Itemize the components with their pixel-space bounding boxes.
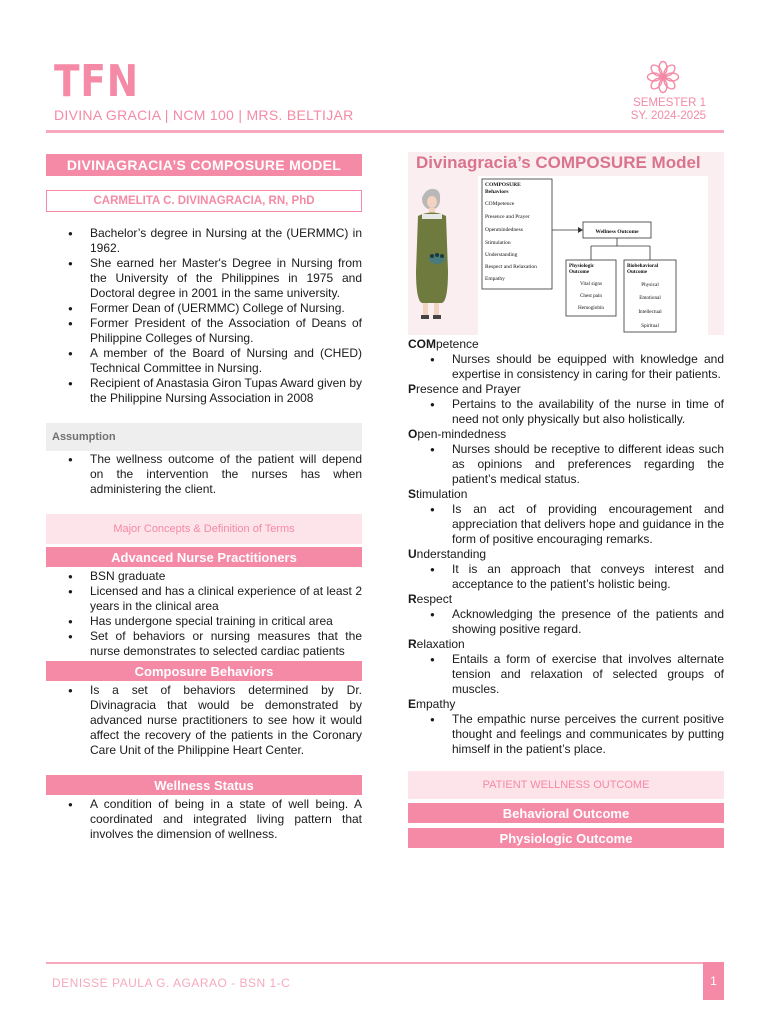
- list-item: ● It is an approach that conveys interest and acceptance to the patient’s holistic being.: [408, 562, 724, 592]
- physiologic-item: Chest pain: [579, 293, 603, 299]
- assumption-list: [46, 452, 362, 497]
- list-item: ● Former President of the Association of Deans of Philippine Colleges of Nursing.: [46, 316, 362, 346]
- term-heading: Presence and Prayer: [408, 382, 521, 396]
- behavior-item: Understanding: [485, 252, 518, 258]
- header-divider: [46, 130, 724, 133]
- list-item: ● BSN graduate: [46, 569, 362, 584]
- list-item: ● Acknowledging the presence of the patients and showing positive regard.: [408, 607, 724, 637]
- composure-behaviors-list: [46, 683, 362, 758]
- list-item: ● She earned her Master's Degree in Nursing from the University of the Philippines in 1975 and Doctoral degree in 2001 in the same university.: [46, 256, 362, 301]
- assumption-heading: Assumption: [46, 423, 362, 451]
- school-year: SY. 2024-2025: [630, 110, 706, 122]
- physiologic-label-2: Outcome: [569, 269, 590, 275]
- behavior-item: Stimulation: [485, 240, 511, 246]
- wellness-status-list: [46, 797, 362, 842]
- biobehavioral-item: Spiritual: [641, 323, 659, 329]
- behavior-item: Presence and Prayer: [485, 214, 530, 220]
- list-item: ● Entails a form of exercise that involves alternate tension and relaxation of selected groups of muscles.: [408, 652, 724, 697]
- biobehavioral-item: Physical: [641, 282, 659, 288]
- behaviors-header-2: Behaviors: [485, 189, 509, 195]
- flower-icon: [646, 60, 680, 94]
- major-concepts-heading: Major Concepts & Definition of Terms: [46, 514, 362, 544]
- list-item: ● Set of behaviors or nursing measures that the nurse demonstrates to selected cardiac patients: [46, 629, 362, 659]
- physiologic-item: Vital signs: [579, 281, 603, 287]
- term-heading: COMpetence: [408, 337, 479, 351]
- logo: TFN: [54, 56, 139, 107]
- model-diagram: [408, 176, 724, 335]
- semester: SEMESTER 1: [633, 97, 706, 109]
- behavior-item: COMpetence: [485, 201, 515, 207]
- list-item: ● Licensed and has a clinical experience of at least 2 years in the clinical area: [46, 584, 362, 614]
- behaviors-header-1: COMPOSURE: [485, 182, 521, 188]
- footer-author: DENISSE PAULA G. AGARAO - BSN 1-C: [52, 976, 291, 990]
- term-heading: Stimulation: [408, 487, 468, 501]
- figure-title: Divinagracia’s COMPOSURE Model: [416, 153, 701, 172]
- list-item: ● Bachelor’s degree in Nursing at the (UERMMC) in 1962.: [46, 226, 362, 256]
- term-heading: Relaxation: [408, 637, 465, 651]
- wellness-status-heading: Wellness Status: [46, 775, 362, 795]
- list-item: ● The wellness outcome of the patient will depend on the intervention the nurses has when administering the client.: [46, 452, 362, 497]
- physiologic-label-1: Physiologic: [569, 263, 595, 269]
- list-item: ● The empathic nurse perceives the current positive thought and feelings and communicates by putting himself in the patient’s place.: [408, 712, 724, 757]
- physiologic-outcome-heading: Physiologic Outcome: [408, 828, 724, 848]
- biobehavioral-label-1: Biobehavioral: [627, 263, 659, 269]
- term-heading: Open-mindedness: [408, 427, 507, 441]
- biobehavioral-item: Intellectual: [638, 309, 662, 315]
- list-item: ● Nurses should be receptive to different ideas such as opinions and preferences regarding the patient’s medical status.: [408, 442, 724, 487]
- terms-list: [408, 337, 724, 757]
- anp-heading: Advanced Nurse Practitioners: [46, 547, 362, 567]
- term-heading: Understanding: [408, 547, 487, 561]
- behavior-item: Empathy: [485, 276, 505, 282]
- behavioral-outcome-heading: Behavioral Outcome: [408, 803, 724, 823]
- wellness-outcome-label: Wellness Outcome: [595, 229, 639, 235]
- semester-info: [631, 97, 706, 123]
- list-item: ● Nurses should be equipped with knowledge and expertise in consistency in caring for their patients.: [408, 352, 724, 382]
- term-heading: Empathy: [408, 697, 456, 711]
- list-item: ● Is an act of providing encouragement and appreciation that delivers hope and guidance in the form of positive encouraging remarks.: [408, 502, 724, 547]
- term-heading: Respect: [408, 592, 453, 606]
- list-item: ● Is a set of behaviors determined by Dr. Divinagracia that would be demonstrated by advanced nurse practitioners to see how it would affect the recovery of the patients in the Coronary Care Unit of the Philippine Heart Center.: [46, 683, 362, 758]
- list-item: ● A condition of being in a state of well being. A coordinated and integrated living pattern that involves the dimension of wellness.: [46, 797, 362, 842]
- page-number: 1: [703, 962, 724, 1000]
- list-item: ● Pertains to the availability of the nurse in time of need not only physically but also holistically.: [408, 397, 724, 427]
- nurse-illustration: [416, 189, 448, 319]
- list-item: ● Has undergone special training in critical area: [46, 614, 362, 629]
- physiologic-item: Hemoglobin: [578, 305, 604, 311]
- patient-wellness-outcome-heading: PATIENT WELLNESS OUTCOME: [408, 771, 724, 799]
- page-title: DIVINAGRACIA’S COMPOSURE MODEL: [46, 154, 362, 176]
- bio-list: [46, 226, 362, 406]
- behavior-item: Openmindedness: [485, 227, 523, 233]
- list-item: ● Recipient of Anastasia Giron Tupas Award given by the Philippine Nursing Association in 2008: [46, 376, 362, 406]
- behavior-item: Respect and Relaxation: [485, 264, 537, 270]
- header-subtitle: DIVINA GRACIA | NCM 100 | MRS. BELTIJAR: [54, 107, 354, 123]
- list-item: ● A member of the Board of Nursing and (CHED) Technical Committee in Nursing.: [46, 346, 362, 376]
- author-name: CARMELITA C. DIVINAGRACIA, RN, PhD: [46, 190, 362, 212]
- biobehavioral-item: Emotional: [639, 295, 661, 301]
- biobehavioral-label-2: Outcome: [627, 269, 648, 275]
- list-item: ● Former Dean of (UERMMC) College of Nursing.: [46, 301, 362, 316]
- anp-list: [46, 569, 362, 659]
- composure-behaviors-heading: Composure Behaviors: [46, 661, 362, 681]
- footer-divider: [46, 962, 724, 964]
